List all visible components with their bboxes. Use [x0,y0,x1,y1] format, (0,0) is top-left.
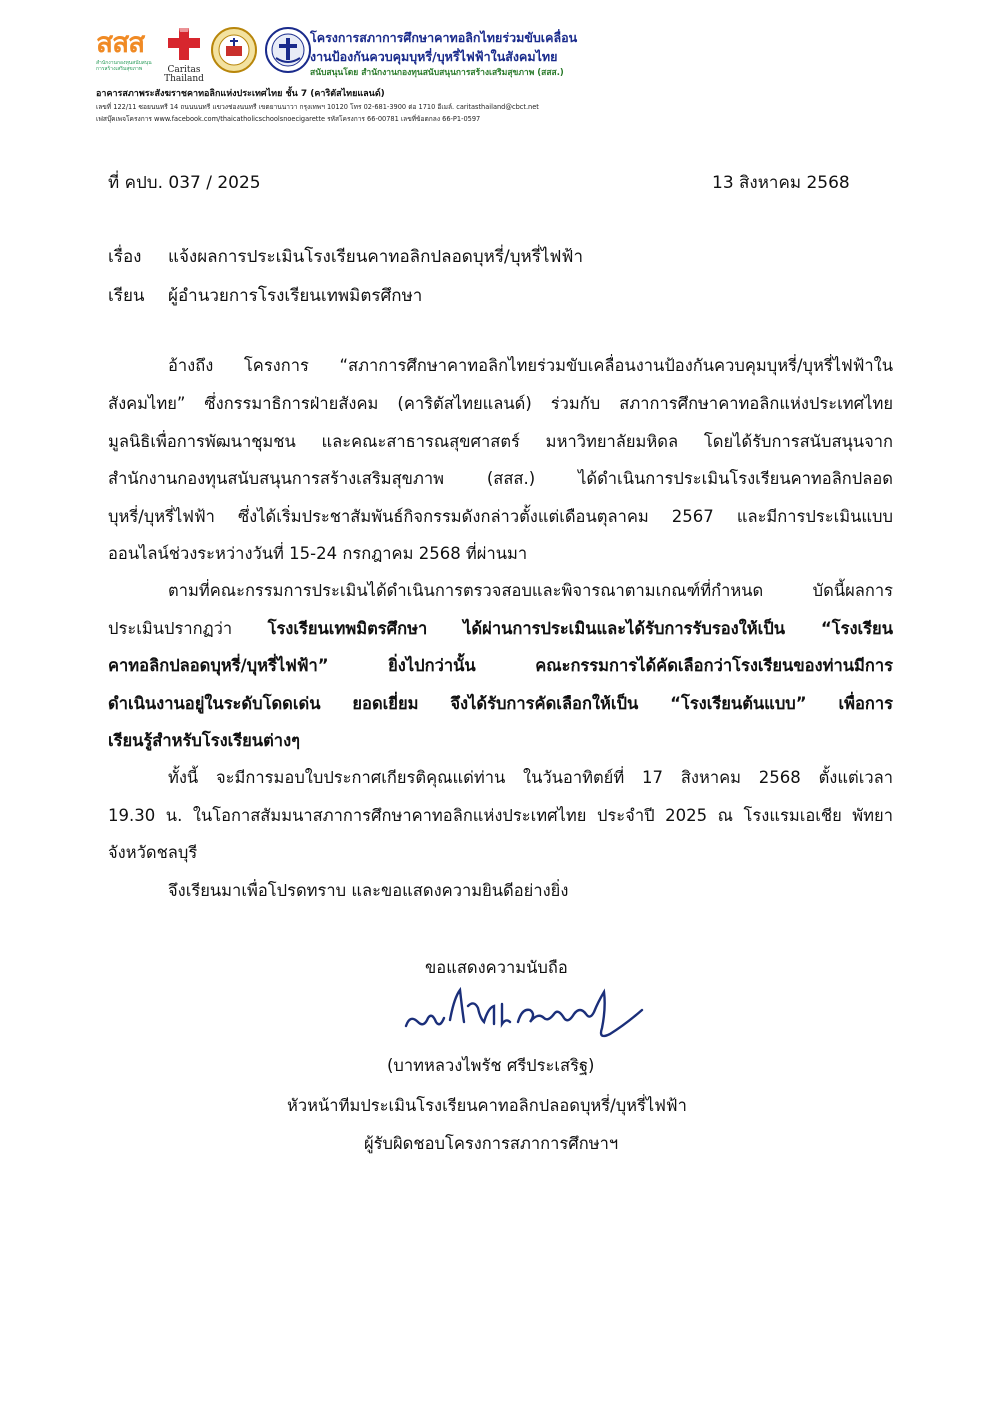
paragraph1-line: อ้างถึง โครงการ “สภาการศึกษาคาทอลิกไทยร่วมขับเคลื่อนงานป้องกันควบคุมบุหรี่/บุหรี่ไฟฟ้าใน [168,356,893,375]
paragraph4-line: จึงเรียนมาเพื่อโปรดทราบ และขอแสดงความยินดีอย่างยิ่ง [168,881,569,900]
signature-icon [398,978,648,1050]
sss-logo-subtext: สำนักงานกองทุนสนับสนุนการสร้างเสริมสุขภาพ [96,60,152,72]
paragraph1-line: สังคมไทย” ซึ่งกรรมาธิการฝ่ายสังคม (คาริตัสไทยแลนด์) ร่วมกับ สภาการศึกษาคาทอลิกแห่งประเทศไทย [108,394,893,413]
caritas-logo-text: Caritas Thailand [164,65,204,84]
sss-logo-text: สสส [96,26,145,59]
catholic-education-seal-icon [210,26,258,74]
subject-label: เรื่อง [108,247,142,267]
paragraph2-emphasis-text: คาทอลิกปลอดบุหรี่/บุหรี่ไฟฟ้า” ยิ่งไปกว่านั้น คณะกรรมการได้คัดเลือกว่าโรงเรียนของท่านมีการ [108,656,893,675]
signer-responsibility: ผู้รับผิดชอบโครงการสภาการศึกษาฯ [364,1134,619,1153]
recipient-label: เรียน [108,286,145,306]
address-facebook: เฟสบุ๊คเพจโครงการ www.facebook.com/thaicatholicschoolsnoecigarette รหัสโครงการ 66-00781 เลขที่ข้อตกลง 66-P1-0597 [96,115,481,123]
caritas-logo [164,26,204,82]
project-title-line2: งานป้องกันควบคุมบุหรี่/บุหรี่ไฟฟ้าในสังคมไทย [310,49,558,64]
signer-name: (บาทหลวงไพรัช ศรีประเสริฐ) [387,1056,595,1075]
address-building: อาคารสภาพระสังฆราชคาทอลิกแห่งประเทศไทย ชั้น 7 (คาริตัสไทยแลนด์) [96,89,385,99]
project-title-line1: โครงการสภาการศึกษาคาทอลิกไทยร่วมขับเคลื่อน [310,30,578,45]
recipient-text: ผู้อำนวยการโรงเรียนเทพมิตรศึกษา [168,286,423,306]
signer-position: หัวหน้าทีมประเมินโรงเรียนคาทอลิกปลอดบุหรี่/บุหรี่ไฟฟ้า [287,1096,687,1115]
paragraph2-emphasis-text: โรงเรียนเทพมิตรศึกษา ได้ผ่านการประเมินและได้รับการรับรองให้เป็น “โรงเรียน [267,619,893,638]
paragraph2-line [108,618,893,640]
paragraph2-line: ดำเนินงานอยู่ในระดับโดดเด่น ยอดเยี่ยม จึงได้รับการคัดเลือกให้เป็น “โรงเรียนต้นแบบ” เพื่อการ [108,694,893,713]
paragraph3-line: 19.30 น. ในโอกาสสัมมนาสภาการศึกษาคาทอลิกแห่งประเทศไทย ประจำปี 2025 ณ โรงแรมเอเชีย พัทยา [108,806,893,825]
paragraph3-line: จังหวัดชลบุรี [108,843,198,862]
paragraph1-line: มูลนิธิเพื่อการพัฒนาชุมชน และคณะสาธารณสุขศาสตร์ มหาวิทยาลัยมหิดล โดยได้รับการสนับสนุนจาก [108,432,893,451]
paragraph2-line: เรียนรู้สำหรับโรงเรียนต่างๆ [108,731,300,750]
subject-text: แจ้งผลการประเมินโรงเรียนคาทอลิกปลอดบุหรี่/บุหรี่ไฟฟ้า [168,247,583,267]
paragraph1-line: บุหรี่/บุหรี่ไฟฟ้า ซึ่งได้เริ่มประชาสัมพันธ์กิจกรรมดังกล่าวตั้งแต่เดือนตุลาคม 2567 และมีการประเมินแบบ [108,507,893,526]
caritas-cross-icon [164,26,204,62]
reference-number: ที่ คปบ. 037 / 2025 [108,173,261,193]
paragraph1-line: สำนักงานกองทุนสนับสนุนการสร้างเสริมสุขภาพ (สสส.) ได้ดำเนินการประเมินโรงเรียนคาทอลิกปลอด [108,469,893,488]
sss-logo-icon [96,26,158,82]
project-sponsor-line: สนับสนุนโดย สำนักงานกองทุนสนับสนุนการสร้างเสริมสุขภาพ (สสส.) [310,68,564,78]
paragraph2-lead-text: ประเมินปรากฏว่า [108,619,268,638]
letterhead [96,26,616,122]
council-seal-icon [264,26,312,74]
paragraph2-line: ตามที่คณะกรรมการประเมินได้ดำเนินการตรวจสอบและพิจารณาตามเกณฑ์ที่กำหนด บัดนี้ผลการ [168,581,893,600]
address-contact: เลขที่ 122/11 ซอยนนทรี 14 ถนนนนทรี แขวงช่องนนทรี เขตยานนาวา กรุงเทพฯ 10120 โทร 02-681-3900 ต่อ 1710 อีเมล์. caritasthailand@cbct.net [96,103,539,111]
logo-group [96,26,312,82]
project-heading [310,28,620,80]
paragraph2-line [108,655,893,677]
closing-phrase: ขอแสดงความนับถือ [425,958,568,977]
paragraph3-line: ทั้งนี้ จะมีการมอบใบประกาศเกียรติคุณแด่ท่าน ในวันอาทิตย์ที่ 17 สิงหาคม 2568 ตั้งแต่เวลา [168,768,893,787]
letter-date: 13 สิงหาคม 2568 [712,173,850,193]
paragraph1-line: ออนไลน์ช่วงระหว่างวันที่ 15-24 กรกฎาคม 2568 ที่ผ่านมา [108,544,528,563]
